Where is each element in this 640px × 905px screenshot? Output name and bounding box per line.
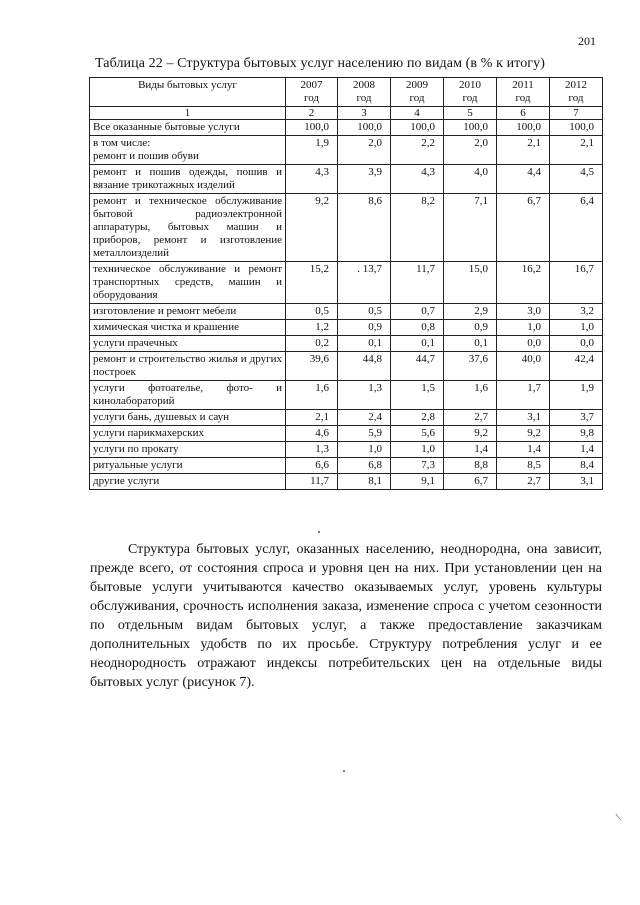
value-cell: 0,1 [444, 336, 497, 352]
value-cell: 8,1 [338, 474, 391, 490]
table-row [90, 426, 603, 442]
value-cell: 9,2 [444, 426, 497, 442]
value-cell: 9,2 [497, 426, 550, 442]
value-cell: 15,2 [286, 262, 338, 304]
service-name-cell: в том числе: ремонт и пошив обуви [90, 136, 286, 165]
value-cell: 0,1 [338, 336, 391, 352]
value-cell: 1,6 [286, 381, 338, 410]
value-cell: 8,6 [338, 194, 391, 262]
value-cell: 2,7 [444, 410, 497, 426]
column-number: 2 [286, 107, 338, 120]
value-cell: 1,5 [391, 381, 444, 410]
value-cell: 2,1 [497, 136, 550, 165]
value-cell: 2,1 [550, 136, 603, 165]
table-row [90, 120, 603, 136]
value-cell: 2,1 [286, 410, 338, 426]
value-cell: 44,8 [338, 352, 391, 381]
table-row [90, 320, 603, 336]
value-cell: 7,3 [391, 458, 444, 474]
value-cell: 5,9 [338, 426, 391, 442]
value-cell: 8,4 [550, 458, 603, 474]
service-name-cell: ремонт и техническое обслуживание бытовой радиоэлектронной аппаратуры, бытовых машин и приборов, ремонт и изготовление металлоизделий [90, 194, 286, 262]
table-row [90, 410, 603, 426]
column-number: 7 [550, 107, 603, 120]
value-cell: 3,2 [550, 304, 603, 320]
value-cell: 6,8 [338, 458, 391, 474]
service-name-cell: ремонт и пошив одежды, пошив и вязание трикотажных изделий [90, 165, 286, 194]
margin-mark: \ [614, 809, 623, 825]
value-cell: 0,8 [391, 320, 444, 336]
value-cell: 1,4 [550, 442, 603, 458]
value-cell: 100,0 [444, 120, 497, 136]
value-cell: 4,3 [286, 165, 338, 194]
value-cell: 100,0 [391, 120, 444, 136]
services-structure-table [89, 77, 603, 490]
value-cell: 1,4 [497, 442, 550, 458]
column-number: 6 [497, 107, 550, 120]
value-cell: 3,1 [497, 410, 550, 426]
table-row [90, 352, 603, 381]
value-cell: 2,4 [338, 410, 391, 426]
table-row [90, 304, 603, 320]
value-cell: 44,7 [391, 352, 444, 381]
service-name-cell: техническое обслуживание и ремонт транспортных средств, машин и оборудования [90, 262, 286, 304]
value-cell: 6,4 [550, 194, 603, 262]
value-cell: 1,2 [286, 320, 338, 336]
table-row [90, 442, 603, 458]
header-year: 2008 год [338, 78, 391, 107]
value-cell: 100,0 [338, 120, 391, 136]
value-cell: 4,3 [391, 165, 444, 194]
service-name-cell: химическая чистка и крашение [90, 320, 286, 336]
value-cell: 2,0 [338, 136, 391, 165]
value-cell: 100,0 [286, 120, 338, 136]
value-cell: 0,9 [338, 320, 391, 336]
value-cell: 1,0 [497, 320, 550, 336]
value-cell: 2,8 [391, 410, 444, 426]
column-number: 5 [444, 107, 497, 120]
value-cell: 1,7 [497, 381, 550, 410]
value-cell: 1,3 [286, 442, 338, 458]
value-cell: 0,0 [550, 336, 603, 352]
table-title: Таблица 22 – Структура бытовых услуг населению по видам (в % к итогу) [94, 56, 546, 71]
value-cell: 4,5 [550, 165, 603, 194]
service-name-cell: услуги фотоателье, фото- и кинолабораторий [90, 381, 286, 410]
value-cell: 1,6 [444, 381, 497, 410]
value-cell: 1,9 [286, 136, 338, 165]
service-name-cell: ремонт и строительство жилья и других построек [90, 352, 286, 381]
column-number: 4 [391, 107, 444, 120]
value-cell: 100,0 [550, 120, 603, 136]
table-row [90, 474, 603, 490]
value-cell: 0,5 [286, 304, 338, 320]
value-cell: 2,0 [444, 136, 497, 165]
value-cell: 16,7 [550, 262, 603, 304]
body-paragraph: Структура бытовых услуг, оказанных населению, неоднородна, она зависит, прежде всего, от состояния спроса и уровня цен на них. При установлении цен на бытовые услуги учитываются качество оказываемых услуг, уровень культуры обслуживания, срочность исполнения заказа, изменение спроса с учетом сезонности по отдельным видам бытовых услуг, а также предоставление заказчикам дополнительных удобств по их просьбе. Структуру потребления услуг и ее неоднородность отражают индексы потребительских цен на отдельные виды бытовых услуг (рисунок 7). [90, 542, 602, 690]
header-year: 2010 год [444, 78, 497, 107]
value-cell: 1,0 [391, 442, 444, 458]
service-name-cell: ритуальные услуги [90, 458, 286, 474]
value-cell: 7,1 [444, 194, 497, 262]
header-service-types: Виды бытовых услуг [90, 78, 286, 107]
value-cell: 1,3 [338, 381, 391, 410]
header-year: 2009 год [391, 78, 444, 107]
value-cell: 0,7 [391, 304, 444, 320]
value-cell: 6,7 [444, 474, 497, 490]
value-cell: . 13,7 [338, 262, 391, 304]
value-cell: 6,6 [286, 458, 338, 474]
value-cell: 3,1 [550, 474, 603, 490]
value-cell: 4,6 [286, 426, 338, 442]
value-cell: 0,2 [286, 336, 338, 352]
value-cell: 1,0 [550, 320, 603, 336]
service-name-cell: услуги прачечных [90, 336, 286, 352]
table-header-row [90, 78, 603, 107]
value-cell: 42,4 [550, 352, 603, 381]
service-name-cell: изготовление и ремонт мебели [90, 304, 286, 320]
scan-speck [318, 531, 320, 533]
service-name-cell: услуги бань, душевых и саун [90, 410, 286, 426]
value-cell: 9,8 [550, 426, 603, 442]
header-year: 2007 год [286, 78, 338, 107]
value-cell: 3,9 [338, 165, 391, 194]
value-cell: 15,0 [444, 262, 497, 304]
value-cell: 8,5 [497, 458, 550, 474]
table-row [90, 381, 603, 410]
service-name-cell: услуги парикмахерских [90, 426, 286, 442]
service-name-cell: Все оказанные бытовые услуги [90, 120, 286, 136]
table-row [90, 262, 603, 304]
value-cell: 39,6 [286, 352, 338, 381]
table-body [90, 120, 603, 490]
value-cell: 0,9 [444, 320, 497, 336]
value-cell: 4,4 [497, 165, 550, 194]
value-cell: 8,8 [444, 458, 497, 474]
value-cell: 2,7 [497, 474, 550, 490]
value-cell: 11,7 [391, 262, 444, 304]
page-number: 201 [578, 34, 596, 48]
table-row [90, 336, 603, 352]
value-cell: 0,0 [497, 336, 550, 352]
value-cell: 2,2 [391, 136, 444, 165]
value-cell: 9,1 [391, 474, 444, 490]
value-cell: 40,0 [497, 352, 550, 381]
value-cell: 4,0 [444, 165, 497, 194]
table-row [90, 136, 603, 165]
value-cell: 1,9 [550, 381, 603, 410]
value-cell: 3,7 [550, 410, 603, 426]
service-name-cell: другие услуги [90, 474, 286, 490]
value-cell: 0,1 [391, 336, 444, 352]
value-cell: 5,6 [391, 426, 444, 442]
value-cell: 1,4 [444, 442, 497, 458]
header-year: 2011 год [497, 78, 550, 107]
column-number: 3 [338, 107, 391, 120]
scan-speck [343, 770, 345, 772]
value-cell: 0,5 [338, 304, 391, 320]
table-row [90, 458, 603, 474]
column-numbers-row [90, 107, 603, 120]
value-cell: 3,0 [497, 304, 550, 320]
value-cell: 100,0 [497, 120, 550, 136]
table-row [90, 194, 603, 262]
value-cell: 2,9 [444, 304, 497, 320]
column-number: 1 [90, 107, 286, 120]
value-cell: 1,0 [338, 442, 391, 458]
value-cell: 11,7 [286, 474, 338, 490]
value-cell: 37,6 [444, 352, 497, 381]
value-cell: 16,2 [497, 262, 550, 304]
header-year: 2012 год [550, 78, 603, 107]
value-cell: 6,7 [497, 194, 550, 262]
service-name-cell: услуги по прокату [90, 442, 286, 458]
value-cell: 8,2 [391, 194, 444, 262]
value-cell: 9,2 [286, 194, 338, 262]
table-row [90, 165, 603, 194]
